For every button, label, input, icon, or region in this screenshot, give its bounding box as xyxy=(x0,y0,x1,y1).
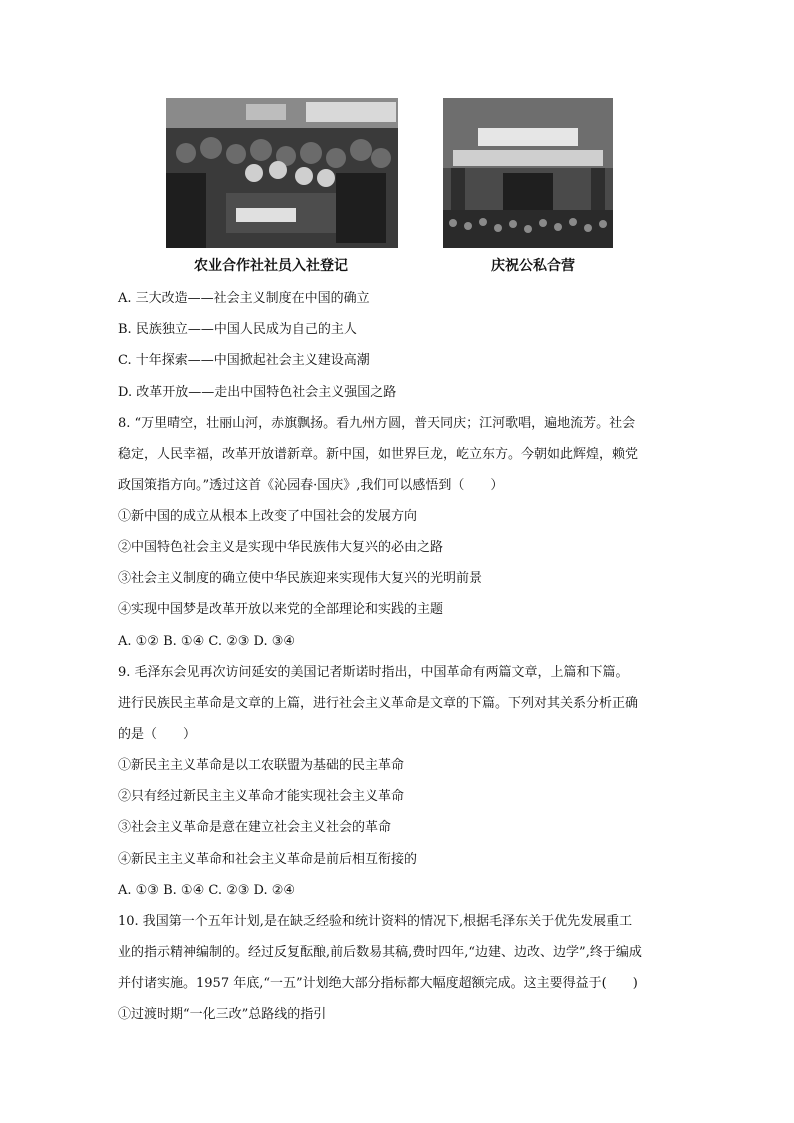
q8-item-2: ②中国特色社会主义是实现中华民族伟大复兴的必由之路 xyxy=(118,540,444,555)
q7-option-a: A. 三大改造——社会主义制度在中国的确立 xyxy=(118,291,370,306)
q8-item-3: ③社会主义制度的确立使中华民族迎来实现伟大复兴的光明前景 xyxy=(118,571,483,586)
caption-celebration: 庆祝公私合营 xyxy=(491,258,575,274)
q10-item-1: ①过渡时期“一化三改”总路线的指引 xyxy=(118,1007,327,1022)
q10-stem-line-3: 并付诸实施。1957 年底,“一五”计划绝大部分指标都大幅度超额完成。这主要得益于( ) xyxy=(118,976,638,991)
q9-options: A. ①③ B. ①④ C. ②③ D. ②④ xyxy=(118,883,296,898)
q8-stem-line-3: 政国策指方向。”透过这首《沁园春·国庆》,我们可以感悟到（ ） xyxy=(118,478,504,493)
q10-stem-line-1: 10. 我国第一个五年计划,是在缺乏经验和统计资料的情况下,根据毛泽东关于优先发展重工 xyxy=(118,914,633,929)
q9-item-4: ④新民主主义革命和社会主义革命是前后相互衔接的 xyxy=(118,852,418,867)
q9-item-1: ①新民主主义革命是以工农联盟为基础的民主革命 xyxy=(118,758,405,773)
q9-item-3: ③社会主义革命是意在建立社会主义社会的革命 xyxy=(118,820,392,835)
q10-stem-line-2: 业的指示精神编制的。经过反复酝酿,前后数易其稿,费时四年,“边建、边改、边学”,终于编成 xyxy=(118,945,642,960)
photo-cooperative-graphic xyxy=(166,98,398,248)
q7-option-d: D. 改革开放——走出中国特色社会主义强国之路 xyxy=(118,385,397,400)
q9-item-2: ②只有经过新民主主义革命才能实现社会主义革命 xyxy=(118,789,405,804)
q9-stem-line-3: 的是（ ） xyxy=(118,727,197,742)
q8-stem-line-1: 8. “万里晴空，壮丽山河，赤旗飘扬。看九州方圆，普天同庆；江河歌唱，遍地流芳。社会 xyxy=(118,416,636,431)
q7-option-b: B. 民族独立——中国人民成为自己的主人 xyxy=(118,322,357,337)
q9-stem-line-2: 进行民族民主革命是文章的上篇，进行社会主义革命是文章的下篇。下列对其关系分析正确 xyxy=(118,696,639,711)
q8-item-1: ①新中国的成立从根本上改变了中国社会的发展方向 xyxy=(118,509,418,524)
photo-cooperative-registration xyxy=(166,98,398,248)
q8-item-4: ④实现中国梦是改革开放以来党的全部理论和实践的主题 xyxy=(118,602,444,617)
photo-celebration-graphic xyxy=(443,98,613,248)
photo-public-private-celebration xyxy=(443,98,613,248)
caption-cooperative: 农业合作社社员入社登记 xyxy=(194,258,348,274)
q8-options: A. ①② B. ①④ C. ②③ D. ③④ xyxy=(118,634,296,649)
q9-stem-line-1: 9. 毛泽东会见再次访问延安的美国记者斯诺时指出，中国革命有两篇文章，上篇和下篇。 xyxy=(118,665,629,680)
q7-option-c: C. 十年探索——中国掀起社会主义建设高潮 xyxy=(118,353,370,368)
q8-stem-line-2: 稳定，人民幸福，改革开放谱新章。新中国，如世界巨龙，屹立东方。今朝如此辉煌，赖党 xyxy=(118,447,639,462)
